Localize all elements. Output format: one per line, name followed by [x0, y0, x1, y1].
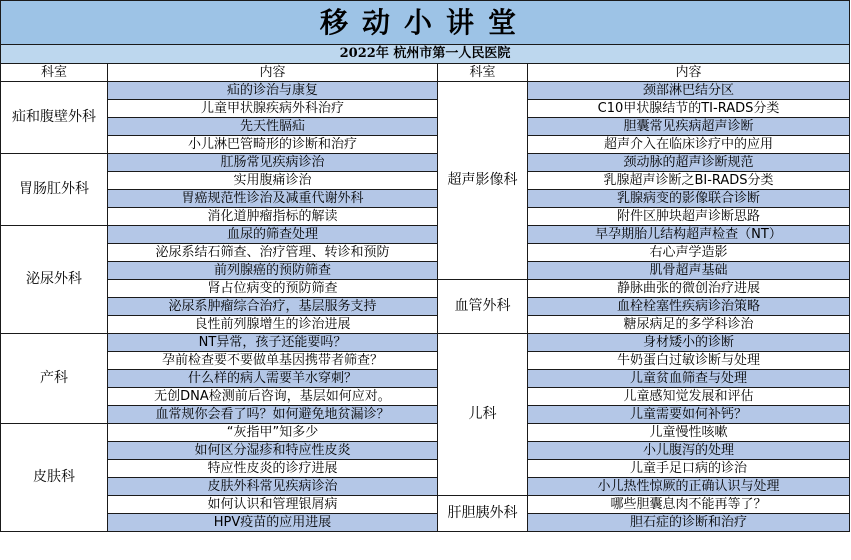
table-row [1, 406, 850, 424]
topic-cell-left: 特应性皮炎的诊疗进展 [108, 460, 438, 478]
topic-cell-left: 如何区分湿疹和特应性皮炎 [108, 442, 438, 460]
dept-cell-left: 产科 [1, 334, 108, 424]
table-row [1, 118, 850, 136]
topic-cell-left: 血尿的筛查处理 [108, 226, 438, 244]
table-row [1, 136, 850, 154]
topic-cell-right: 儿童贫血筛查与处理 [528, 370, 850, 388]
topic-cell-right: 牛奶蛋白过敏诊断与处理 [528, 352, 850, 370]
dept-cell-right: 儿科 [438, 334, 528, 496]
topic-cell-left: 肾占位病变的预防筛查 [108, 280, 438, 298]
topic-cell-right: C10甲状腺结节的TI-RADS分类 [528, 100, 850, 118]
topic-cell-left: “灰指甲”知多少 [108, 424, 438, 442]
table-row [1, 478, 850, 496]
topic-cell-right: 身材矮小的诊断 [528, 334, 850, 352]
topic-cell-left: 胃癌规范性诊治及减重代谢外科 [108, 190, 438, 208]
topic-cell-right: 附件区肿块超声诊断思路 [528, 208, 850, 226]
table-row [1, 82, 850, 100]
topic-cell-right: 小儿热性惊厥的正确认识与处理 [528, 478, 850, 496]
table-row [1, 190, 850, 208]
table-row [1, 226, 850, 244]
topic-cell-left: NT异常，孩子还能要吗？ [108, 334, 438, 352]
topic-cell-left: 如何认识和管理银屑病 [108, 496, 438, 514]
table-row [1, 514, 850, 532]
dept-cell-left: 胃肠肛外科 [1, 154, 108, 226]
table-row [1, 100, 850, 118]
header-dept-left: 科室 [1, 64, 108, 82]
topic-cell-right: 儿童手足口病的诊治 [528, 460, 850, 478]
topic-cell-left: 孕前检查要不要做单基因携带者筛查？ [108, 352, 438, 370]
topic-cell-left: 儿童甲状腺疾病外科治疗 [108, 100, 438, 118]
topic-cell-left: 泌尿系结石筛查、治疗管理、转诊和预防 [108, 244, 438, 262]
topic-cell-left: 前列腺癌的预防筛查 [108, 262, 438, 280]
table-row [1, 262, 850, 280]
topic-cell-right: 早孕期胎儿结构超声检查（NT） [528, 226, 850, 244]
topic-cell-left: 肛肠常见疾病诊治 [108, 154, 438, 172]
table-row [1, 208, 850, 226]
topic-cell-left: 皮肤外科常见疾病诊治 [108, 478, 438, 496]
table-row [1, 172, 850, 190]
table-row [1, 460, 850, 478]
topic-cell-right: 血栓栓塞性疾病诊治策略 [528, 298, 850, 316]
topic-cell-left: 实用腹痛诊治 [108, 172, 438, 190]
dept-cell-left: 泌尿外科 [1, 226, 108, 334]
topic-cell-left: 无创DNA检测前后咨询，基层如何应对。 [108, 388, 438, 406]
topic-cell-right: 超声介入在临床诊疗中的应用 [528, 136, 850, 154]
topic-cell-right: 乳腺病变的影像联合诊断 [528, 190, 850, 208]
table-row [1, 352, 850, 370]
header-dept-right: 科室 [438, 64, 528, 82]
topic-cell-right: 小儿腹泻的处理 [528, 442, 850, 460]
topic-cell-right: 乳腺超声诊断之BI-RADS分类 [528, 172, 850, 190]
dept-cell-right: 超声影像科 [438, 82, 528, 280]
topic-cell-left: 疝的诊治与康复 [108, 82, 438, 100]
header-content-right: 内容 [528, 64, 850, 82]
topic-cell-right: 静脉曲张的微创治疗进展 [528, 280, 850, 298]
table-row [1, 334, 850, 352]
header-content-left: 内容 [108, 64, 438, 82]
topic-cell-right: 肌骨超声基础 [528, 262, 850, 280]
page-subtitle: 2022年 杭州市第一人民医院 [1, 45, 850, 64]
dept-cell-left: 皮肤科 [1, 424, 108, 532]
table-row [1, 424, 850, 442]
table-row [1, 154, 850, 172]
table-row [1, 244, 850, 262]
topic-cell-left: 良性前列腺增生的诊治进展 [108, 316, 438, 334]
topic-cell-right: 胆囊常见疾病超声诊断 [528, 118, 850, 136]
topic-cell-left: 泌尿系肿瘤综合治疗，基层服务支持 [108, 298, 438, 316]
topic-cell-right: 颈动脉的超声诊断规范 [528, 154, 850, 172]
table-row [1, 442, 850, 460]
topic-cell-right: 颈部淋巴结分区 [528, 82, 850, 100]
topic-cell-right: 儿童感知觉发展和评估 [528, 388, 850, 406]
table-row [1, 298, 850, 316]
dept-cell-right: 血管外科 [438, 280, 528, 334]
table-row [1, 316, 850, 334]
table-row [1, 496, 850, 514]
table-row [1, 280, 850, 298]
topic-cell-right: 糖尿病足的多学科诊治 [528, 316, 850, 334]
topic-cell-right: 胆石症的诊断和治疗 [528, 514, 850, 532]
table-row [1, 388, 850, 406]
topic-cell-left: 消化道肿瘤指标的解读 [108, 208, 438, 226]
topic-cell-left: 先天性膈疝 [108, 118, 438, 136]
topic-cell-right: 儿童慢性咳嗽 [528, 424, 850, 442]
topic-cell-left: 血常规你会看了吗？如何避免地贫漏诊？ [108, 406, 438, 424]
topic-cell-right: 儿童需要如何补钙？ [528, 406, 850, 424]
topic-cell-left: HPV疫苗的应用进展 [108, 514, 438, 532]
page-title: 移动小讲堂 [1, 1, 850, 45]
topic-cell-right: 哪些胆囊息肉不能再等了？ [528, 496, 850, 514]
topic-cell-right: 右心声学造影 [528, 244, 850, 262]
dept-cell-left: 疝和腹壁外科 [1, 82, 108, 154]
table-row [1, 370, 850, 388]
topic-cell-left: 什么样的病人需要羊水穿刺？ [108, 370, 438, 388]
dept-cell-right: 肝胆胰外科 [438, 496, 528, 532]
topic-cell-left: 小儿淋巴管畸形的诊断和治疗 [108, 136, 438, 154]
